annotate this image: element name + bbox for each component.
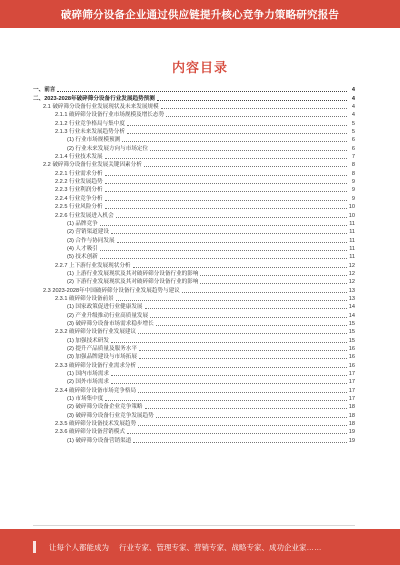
toc-entry[interactable] [33,210,355,218]
toc-entry[interactable] [33,177,355,185]
toc-entry-title: 2.2.2 行业发展趋势 [55,179,103,186]
toc-entry-title: 2.3.6 破碎筛分设备营销模式 [55,429,125,436]
toc-leader-dots [105,175,347,176]
toc-leader-dots [156,417,347,418]
toc-entry-title: 二、2023-2028年破碎筛分设备行业发展趋势预测 [33,95,155,102]
toc-page-number: 12 [348,279,355,286]
toc-leader-dots [111,342,347,343]
toc-page-number: 15 [348,329,355,336]
toc-leader-dots [100,225,347,226]
toc-entry[interactable] [33,435,355,443]
toc-entry[interactable] [33,185,355,193]
toc-page-number: 16 [348,362,355,369]
toc-entry-title: 2.3.5 破碎筛分设备技术发展趋势 [55,421,137,428]
toc-leader-dots [127,125,347,126]
toc-entry-title: 2.2.1 行业需求分析 [55,170,103,177]
toc-entry-title: (2) 提升产品质量及服务水平 [67,346,137,352]
toc-leader-dots [133,267,347,268]
toc-page-number: 10 [348,204,355,211]
toc-leader-dots [105,191,347,192]
toc-leader-dots [111,383,347,384]
toc-page-number: 18 [348,412,355,419]
toc-entry[interactable] [33,402,355,410]
toc-leader-dots [138,392,347,393]
toc-entry[interactable] [33,385,355,393]
toc-entry-title: 一、前言 [33,87,56,94]
toc-leader-dots [138,333,347,334]
toc-page-number: 19 [348,429,355,436]
toc-page-number: 19 [348,437,355,444]
footer-roles-text: 行业专家、管理专家、营销专家、战略专家、成功企业家…… [119,542,322,552]
toc-page-number: 12 [348,270,355,277]
toc-leader-dots [111,375,347,376]
toc-entry-title: 2.3.2 破碎筛分设备行业发展建议 [55,329,137,336]
toc-entry-title: (2) 产业升级推动行业高质量发展 [67,312,149,319]
toc-leader-dots [105,208,347,209]
toc-entry-title: (4) 人才吸引 [67,245,98,252]
toc-page-number: 9 [351,179,355,186]
toc-entry[interactable] [33,377,355,385]
toc-leader-dots [156,325,347,326]
toc-leader-dots [157,100,347,101]
toc-leader-dots [145,308,347,309]
toc-entry[interactable] [33,160,355,168]
toc-entry-title: 2.2.7 上下游行业发展现状分析 [55,262,131,269]
toc-page-number: 16 [348,346,355,352]
toc-leader-dots [139,350,347,351]
toc-leader-dots [100,250,347,251]
toc-entry-title: 2.1.4 行业技术发展 [55,154,103,161]
header-band [0,0,400,28]
toc-page-number: 17 [348,379,355,386]
toc-entry-title: 2.2.3 行业利润分析 [55,187,103,194]
toc-leader-dots [200,283,346,284]
toc-entry[interactable] [33,302,355,310]
toc-page-number: 10 [348,212,355,219]
toc-entry[interactable] [33,235,355,243]
toc-entry[interactable] [33,135,355,143]
toc-entry[interactable] [33,427,355,435]
toc-entry[interactable] [33,285,355,293]
toc-entry-title: 2.2.5 行业风险分析 [55,204,103,211]
toc-entry[interactable] [33,219,355,227]
toc-entry[interactable] [33,252,355,260]
toc-leader-dots [200,275,346,276]
toc-entry-title: (2) 破碎筛分设备企业竞争策略 [67,404,143,411]
toc-entry-title: (3) 合作与协同发展 [67,237,115,244]
toc-page-number: 13 [348,295,355,302]
toc-page-number: 11 [349,254,355,261]
toc-entry[interactable] [33,335,355,343]
toc-leader-dots [100,258,347,259]
toc-entry-title: (2) 营销渠道建设 [67,229,109,236]
toc-entry-title: (1) 上游行业发展现状及其对破碎筛分设备行业的影响 [67,270,199,277]
toc-page-number: 18 [348,421,355,428]
toc-leader-dots [139,358,347,359]
toc-entry-title: 2.1.2 行业竞争格局与集中度 [55,120,125,127]
toc-entry[interactable] [33,344,355,352]
toc-leader-dots [116,300,347,301]
toc-entry[interactable] [33,202,355,210]
toc-page-number: 7 [351,154,355,161]
toc-entry-title: 2.3.3 破碎筛分设备行业需求分析 [55,362,137,369]
toc-entry-title: (1) 品牌竞争 [67,220,98,227]
toc-entry[interactable] [33,193,355,201]
toc-leader-dots [150,150,347,151]
toc-page-number: 5 [351,120,355,127]
toc-entry-title: (1) 国内市场需求 [67,371,109,378]
toc-entry[interactable] [33,352,355,360]
toc-page-number: 9 [351,187,355,194]
toc-entry-title: 2.1 破碎筛分设备行业发展现状及未来发展规模 [43,104,159,111]
toc-entry[interactable] [33,360,355,368]
toc-entry-title: 2.2.4 行业竞争分析 [55,195,103,202]
toc-page-number: 9 [351,195,355,202]
toc-entry-title: 2.1.1 破碎筛分设备行业市场规模及增长态势 [55,112,165,119]
toc-entry[interactable] [33,102,355,110]
toc-entry[interactable] [33,244,355,252]
toc-page-number: 8 [351,170,355,177]
toc-page-number: 11 [349,220,355,227]
toc-leader-dots [105,158,347,159]
toc-heading: 内容目录 [171,60,228,75]
page-divider [33,525,355,526]
toc-page-number: 11 [349,245,355,252]
toc-entry[interactable] [33,260,355,268]
toc-entry[interactable] [33,85,355,93]
toc-entry-title: (2) 下游行业发展现状及其对破碎筛分设备行业的影响 [67,279,199,286]
toc-leader-dots [116,217,347,218]
toc-leader-dots [150,317,347,318]
toc-leader-dots [122,141,347,142]
toc-entry[interactable] [33,319,355,327]
toc-entry-title: (1) 市场集中度 [67,396,104,403]
toc-page-number: 15 [348,320,355,327]
toc-entry-title: (1) 行业市场规模预测 [67,137,121,144]
toc-leader-dots [138,425,347,426]
toc-page-number: 15 [348,337,355,344]
toc-entry[interactable] [33,410,355,418]
toc-leader-dots [57,91,347,92]
toc-leader-dots [161,108,347,109]
toc-page-number: 4 [351,95,355,102]
toc-entry[interactable] [33,93,355,101]
toc-leader-dots [105,200,347,201]
toc-entry[interactable] [33,168,355,176]
footer-accent-bar [33,541,36,553]
toc-leader-dots [105,400,346,401]
toc-entry-title: (3) 破碎筛分设备市场需求稳步增长 [67,320,154,327]
toc-leader-dots [145,408,347,409]
toc-leader-dots [144,166,347,167]
toc-leader-dots [138,367,347,368]
toc-entry[interactable] [33,227,355,235]
toc-page-number: 14 [348,312,355,319]
toc-entry[interactable] [33,127,355,135]
toc-page-number: 11 [349,237,355,244]
toc-entry[interactable] [33,277,355,285]
toc-leader-dots [166,116,347,117]
toc-leader-dots [117,242,347,243]
toc-page-number: 4 [351,112,355,119]
toc-entry-title: (3) 破碎筛分设备行业竞争发展趋势 [67,412,154,419]
toc-page-number: 6 [351,145,355,152]
footer-band [0,529,400,565]
toc-page-number: 8 [351,162,355,169]
toc-page-number: 17 [348,371,355,378]
toc-entry[interactable] [33,143,355,151]
toc-page-number: 4 [351,87,355,94]
toc-page-number: 5 [351,129,355,136]
toc-entry-title: 2.3.4 破碎筛分设备市场竞争格局 [55,387,137,394]
toc-leader-dots [111,233,347,234]
toc-entry-title: (2) 国外市场需求 [67,379,109,386]
toc-entry[interactable] [33,419,355,427]
toc-entry-title: (1) 国家政策促进行业健康发展 [67,304,143,311]
toc-page-number: 12 [348,262,355,269]
toc-entry-title: 2.2.6 行业发展进入机会 [55,212,114,219]
toc-entry[interactable] [33,369,355,377]
toc-page-number: 13 [348,287,355,294]
toc-entry-title: (1) 破碎筛分设备营销渠道 [67,437,132,444]
toc-entry[interactable] [33,394,355,402]
toc-entry[interactable] [33,118,355,126]
toc-entry-title: 2.1.3 行业未来发展趋势分析 [55,129,125,136]
toc-entry-title: (3) 加强品牌建设与市场拓展 [67,354,137,361]
toc-leader-dots [182,292,347,293]
footer-lead-text: 让每个人都能成为 [49,542,109,552]
toc-entry-title: (5) 技术创新 [67,254,98,261]
toc-entry-title: (1) 加强技术研发 [67,337,109,344]
toc-entry[interactable] [33,152,355,160]
toc-page-number: 14 [348,304,355,311]
toc-entry[interactable] [33,294,355,302]
toc-leader-dots [127,433,347,434]
toc-page-number: 11 [349,229,355,236]
toc-page-number: 16 [348,354,355,361]
toc-entry-title: (2) 行业未来发展方向与市场定位 [67,145,149,152]
toc-entry-title: 2.3.1 破碎筛分设备前景 [55,295,114,302]
toc-page-number: 17 [348,396,355,403]
toc-page-number: 4 [351,104,355,111]
toc-entry-title: 2.2 破碎筛分设备行业发展关键因素分析 [43,162,142,169]
toc-entry-title: 2.3 2023-2028年中国破碎筛分设备行业发展趋势与建议 [43,287,180,294]
toc-entry[interactable] [33,110,355,118]
toc-entry[interactable] [33,310,355,318]
toc-page-number: 6 [351,137,355,144]
toc-leader-dots [105,183,347,184]
toc-entry[interactable] [33,327,355,335]
toc-leader-dots [133,442,346,443]
toc-page-number: 18 [348,404,355,411]
report-title: 破碎筛分设备企业通过供应链提升核心竞争力策略研究报告 [60,8,340,21]
table-of-contents [33,85,355,444]
toc-page-number: 17 [348,387,355,394]
toc-leader-dots [127,133,347,134]
toc-entry[interactable] [33,269,355,277]
